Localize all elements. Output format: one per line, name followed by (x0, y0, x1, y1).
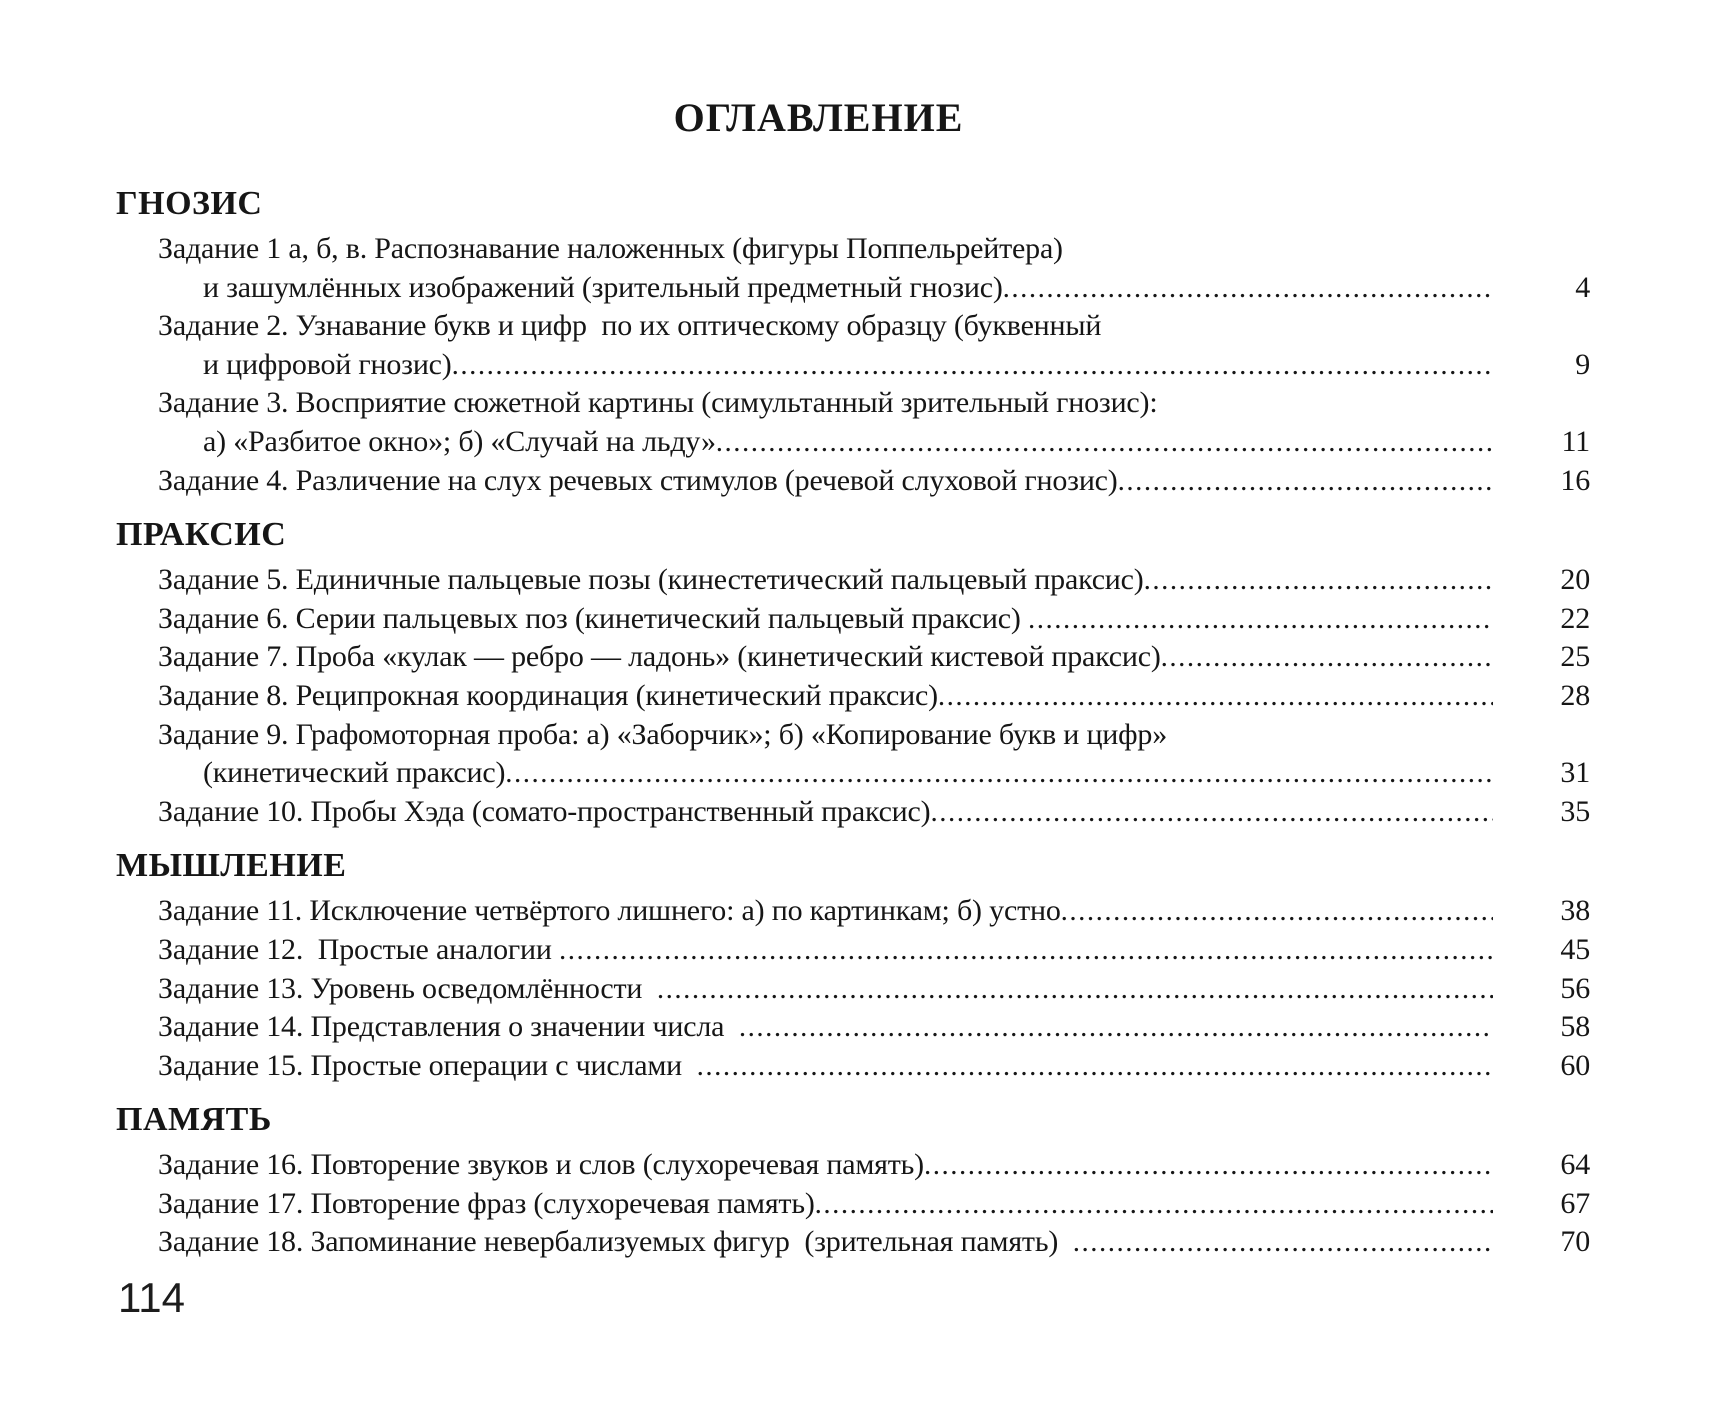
dot-leader (1144, 561, 1493, 600)
dot-leader (697, 1047, 1493, 1086)
toc-entry-text: Задание 2. Узнавание букв и цифр по их оптическому образцу (буквенный (158, 309, 1102, 343)
dot-leader (505, 754, 1493, 793)
toc-entry-text: (кинетический праксис) (203, 756, 506, 790)
toc-page-number: 58 (1560, 1010, 1590, 1044)
toc-page-number: 25 (1560, 640, 1590, 674)
dot-leader (739, 1008, 1493, 1047)
section-header: ГНОЗИС (116, 185, 263, 222)
dot-leader (716, 423, 1493, 462)
section-header: МЫШЛЕНИЕ (116, 847, 347, 885)
toc-row (158, 1008, 1590, 1047)
toc-page-number: 16 (1560, 463, 1590, 497)
toc-row (203, 423, 1590, 462)
toc-entry-text: Задание 16. Повторение звуков и слов (слухоречевая память) (158, 1148, 924, 1182)
section-header: ПРАКСИС (116, 516, 287, 554)
toc-page-number: 11 (1561, 424, 1590, 458)
toc-row (158, 1047, 1590, 1086)
toc-page-number: 56 (1560, 971, 1590, 1005)
toc-row (158, 1185, 1590, 1224)
toc-page-number: 64 (1560, 1148, 1590, 1182)
toc-page-number: 28 (1560, 678, 1590, 712)
dot-leader (657, 970, 1493, 1009)
toc-page-number: 20 (1560, 563, 1590, 597)
toc-entry-text: Задание 18. Запоминание невербализуемых фигур (зрительная память) (158, 1225, 1073, 1259)
toc-row (158, 931, 1590, 970)
dot-leader (1061, 892, 1493, 931)
toc-row (158, 462, 1590, 501)
toc-entry-text: Задание 13. Уровень осведомлённости (158, 971, 657, 1005)
dot-leader (1118, 462, 1493, 501)
dot-leader (1028, 600, 1493, 639)
toc-row (158, 1223, 1590, 1262)
toc-row (158, 307, 1590, 346)
toc-row (158, 1146, 1590, 1185)
page-title: ОГЛАВЛЕНИЕ (673, 95, 964, 140)
toc-page-number: 35 (1560, 794, 1590, 828)
toc-entry-text: Задание 10. Пробы Хэда (сомато-пространственный праксис) (158, 794, 931, 828)
dot-leader (1073, 1223, 1493, 1262)
toc-row (158, 677, 1590, 716)
toc-list (0, 184, 1733, 1262)
toc-page-number: 45 (1560, 932, 1590, 966)
toc-entry-text: и цифровой гнозис) (203, 347, 452, 381)
dot-leader (1161, 638, 1493, 677)
toc-row (158, 970, 1590, 1009)
toc-row (158, 561, 1590, 600)
toc-page-number: 70 (1560, 1225, 1590, 1259)
toc-entry-text: Задание 4. Различение на слух речевых стимулов (речевой слуховой гнозис) (158, 463, 1118, 497)
dot-leader (452, 346, 1493, 385)
toc-row (158, 793, 1590, 832)
toc-entry-text: а) «Разбитое окно»; б) «Случай на льду» (203, 424, 716, 458)
dot-leader (815, 1185, 1493, 1224)
toc-row (158, 638, 1590, 677)
toc-page-number: 67 (1560, 1186, 1590, 1220)
toc-entry-text: Задание 7. Проба «кулак — ребро — ладонь» (кинетический кистевой праксис) (158, 640, 1161, 674)
toc-entry-text: Задание 12. Простые аналогии (158, 932, 559, 966)
toc-entry-text: Задание 15. Простые операции с числами (158, 1048, 697, 1082)
toc-entry-text: Задание 11. Исключение четвёртого лишнего: а) по картинкам; б) устно (158, 894, 1061, 928)
toc-entry-text: Задание 8. Реципрокная координация (кинетический праксис) (158, 678, 938, 712)
toc-entry-text: Задание 9. Графомоторная проба: а) «Заборчик»; б) «Копирование букв и цифр» (158, 717, 1167, 751)
toc-entry-text: и зашумлённых изображений (зрительный предметный гнозис) (203, 270, 1003, 304)
toc-entry-text: Задание 14. Представления о значении числа (158, 1010, 739, 1044)
page-number: 114 (118, 1274, 185, 1321)
section-header: ПАМЯТЬ (116, 1101, 272, 1139)
toc-row (203, 754, 1590, 793)
dot-leader (930, 793, 1493, 832)
toc-row (158, 600, 1590, 639)
toc-entry-text: Задание 17. Повторение фраз (слухоречевая память) (158, 1186, 815, 1220)
toc-page-number: 22 (1560, 601, 1590, 635)
toc-entry-text: Задание 6. Серии пальцевых поз (кинетический пальцевый праксис) (158, 601, 1028, 635)
toc-page-number: 4 (1575, 270, 1590, 304)
toc-row (158, 230, 1590, 269)
toc-page-number: 31 (1560, 756, 1590, 790)
toc-row (158, 384, 1590, 423)
toc-row (158, 892, 1590, 931)
toc-entry-text: Задание 1 а, б, в. Распознавание наложенных (фигуры Поппельрейтера) (158, 232, 1063, 265)
dot-leader (924, 1146, 1493, 1185)
toc-row (203, 346, 1590, 385)
toc-row (158, 716, 1590, 755)
dot-leader (938, 677, 1493, 716)
toc-entry-text: Задание 3. Восприятие сюжетной картины (симультанный зрительный гнозис): (158, 386, 1158, 420)
toc-page-number: 60 (1560, 1048, 1590, 1082)
toc-row (203, 269, 1590, 308)
dot-leader (559, 931, 1493, 970)
toc-page-number: 9 (1575, 347, 1590, 381)
toc-entry-text: Задание 5. Единичные пальцевые позы (кинестетический пальцевый праксис) (158, 563, 1144, 597)
dot-leader (1003, 269, 1493, 308)
toc-page-number: 38 (1560, 894, 1590, 928)
